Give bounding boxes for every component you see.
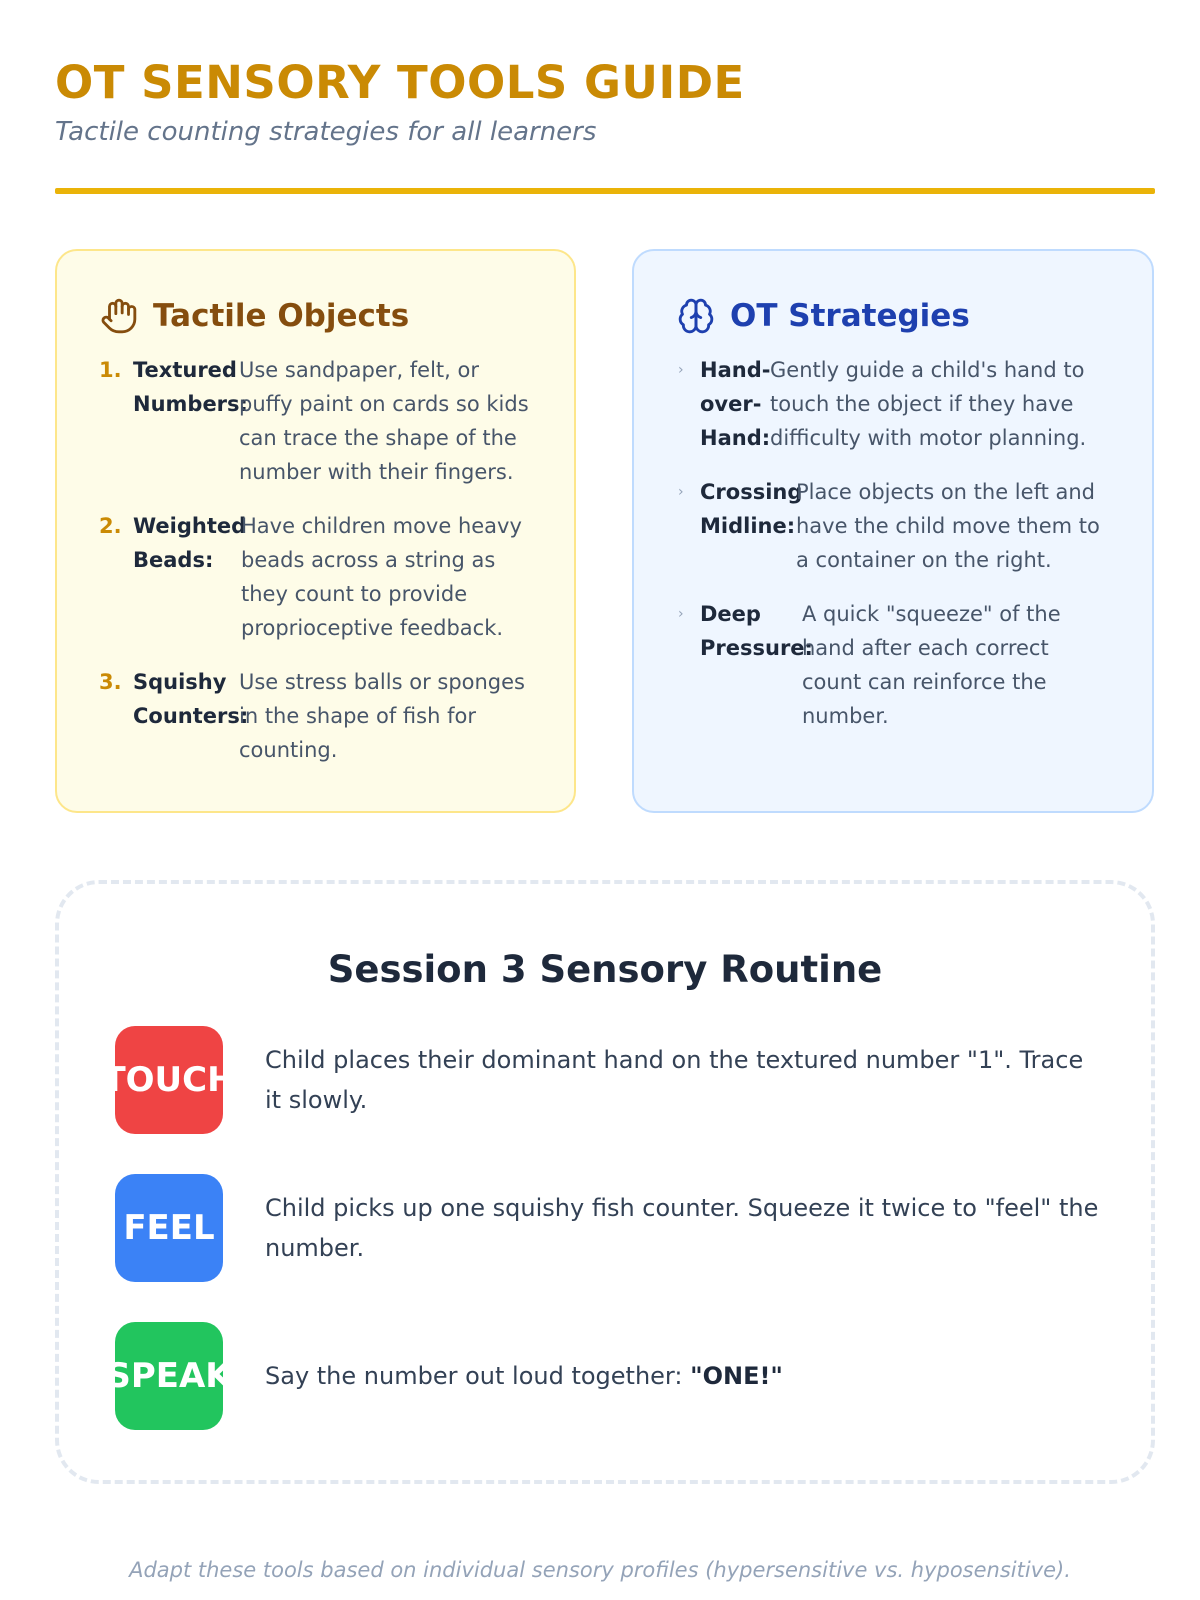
step-badge-speak — [106, 1322, 232, 1430]
item-description: Place objects on the left and have the child move them to a container on the right. — [796, 480, 1100, 572]
item-term: Weighted Beads: — [133, 514, 247, 572]
item-description: Gently guide a child's hand to touch the object if they have difficulty with motor planning. — [770, 358, 1087, 450]
page-subtitle: Tactile counting strategies for all learners — [55, 117, 597, 147]
list-item — [99, 509, 534, 645]
step-text-prefix: Say the number out loud together: — [265, 1362, 691, 1390]
page-header — [55, 52, 1155, 150]
item-term: Deep Pressure: — [700, 602, 813, 660]
chevron-right-icon: › — [678, 484, 684, 500]
item-description: Use sandpaper, felt, or puffy paint on cards so kids can trace the shape of the number with their fingers. — [239, 358, 529, 484]
footer-note: Adapt these tools based on individual sensory profiles (hypersensitive vs. hyposensitive). — [129, 1558, 1071, 1582]
list-number: 2. — [99, 514, 122, 538]
session-routine-box — [55, 880, 1155, 1484]
step-text: Child picks up one squishy fish counter. Squeeze it twice to "feel" the number. — [265, 1194, 1099, 1262]
hand-icon — [99, 296, 139, 336]
item-description: Use stress balls or sponges in the shape of fish for counting. — [239, 670, 525, 762]
list-number: 3. — [99, 670, 122, 694]
tactile-objects-card — [55, 249, 576, 813]
item-description: A quick "squeeze" of the hand after each correct count can reinforce the number. — [802, 602, 1061, 728]
routine-step-touch — [102, 1026, 1105, 1134]
badge-label: TOUCH — [102, 1060, 236, 1100]
item-term: Hand-over-Hand: — [700, 358, 771, 450]
item-description: Have children move heavy beads across a string as they count to provide proprioceptive feedback. — [241, 514, 522, 640]
list-item — [676, 353, 1112, 455]
list-item — [99, 353, 534, 489]
badge-label: FEEL — [123, 1208, 215, 1248]
item-term: Crossing Midline: — [700, 480, 803, 538]
header-divider — [55, 188, 1155, 194]
chevron-right-icon: › — [678, 362, 684, 378]
list-item — [676, 475, 1112, 577]
routine-step-feel — [115, 1174, 1105, 1282]
tactile-card-title: Tactile Objects — [153, 298, 410, 334]
item-term: Squishy Counters: — [133, 670, 249, 728]
step-badge-touch — [102, 1026, 236, 1134]
brain-icon — [676, 296, 716, 336]
step-text — [265, 1356, 783, 1396]
item-term: Textured Numbers: — [133, 358, 248, 416]
ot-strategies-card — [632, 249, 1154, 813]
step-text-emphasis: "ONE!" — [690, 1362, 783, 1390]
list-number: 1. — [99, 358, 122, 382]
list-item — [99, 665, 534, 767]
chevron-right-icon: › — [678, 606, 684, 622]
step-badge-feel — [115, 1174, 223, 1282]
step-text: Child places their dominant hand on the textured number "1". Trace it slowly. — [265, 1046, 1084, 1114]
strategies-card-title: OT Strategies — [730, 298, 970, 334]
strategies-card-header — [676, 293, 1112, 339]
list-item — [676, 597, 1112, 733]
page-title: OT SENSORY TOOLS GUIDE — [55, 56, 745, 109]
routine-step-speak — [106, 1322, 1105, 1430]
routine-title: Session 3 Sensory Routine — [327, 948, 883, 991]
tactile-card-header — [99, 293, 534, 339]
badge-label: SPEAK — [106, 1356, 232, 1396]
